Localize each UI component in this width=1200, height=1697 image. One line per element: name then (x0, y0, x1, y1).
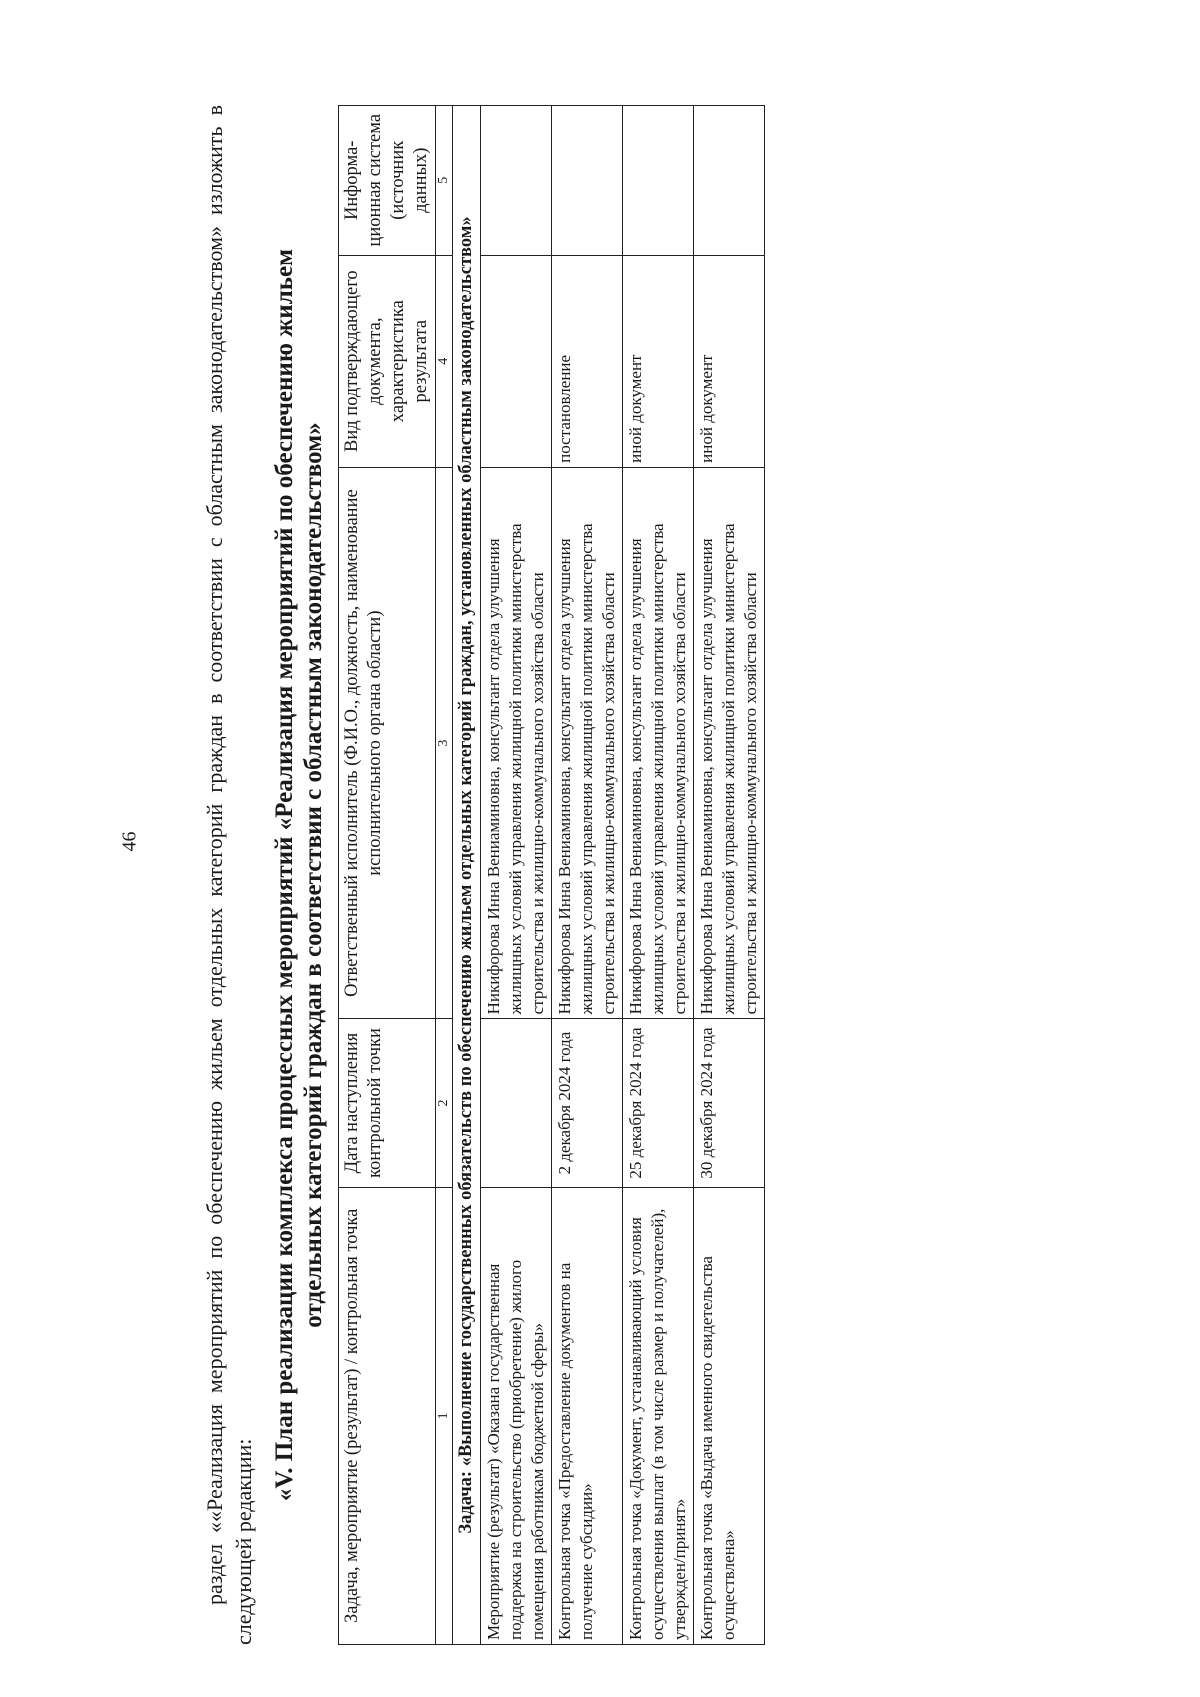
table-row (552, 106, 623, 1645)
executor-cell: Никифорова Инна Вениаминовна, консультант отдела улучшения жилищных условий управления жилищной политики министерства строительства и жилищно-коммунального хозяйства области (623, 467, 694, 1019)
column-number-row (436, 106, 453, 1645)
header-date: Дата наступления контрольной точки (339, 1019, 436, 1187)
date-cell (481, 1019, 552, 1187)
executor-cell: Никифорова Инна Вениаминовна, консультант отдела улучшения жилищных условий управления жилищной политики министерства строительства и жилищно-коммунального хозяйства области (694, 467, 765, 1019)
executor-cell: Никифорова Инна Вениаминовна, консультант отдела улучшения жилищных условий управления жилищной политики министерства строительства и жилищно-коммунального хозяйства области (481, 467, 552, 1019)
header-executor: Ответственный исполнитель (Ф.И.О., должность, наименование исполнительного органа области) (339, 467, 436, 1019)
table-header-row (339, 106, 436, 1645)
document-cell (481, 255, 552, 467)
item-cell: Контрольная точка «Выдача именного свидетельства осуществлена» (694, 1187, 765, 1644)
document-cell: иной документ (623, 255, 694, 467)
header-system: Информа-ционная система (источник данных) (339, 106, 436, 256)
column-number: 3 (436, 467, 453, 1019)
item-cell: Контрольная точка «Предоставление документов на получение субсидии» (552, 1187, 623, 1644)
item-cell: Мероприятие (результат) «Оказана государственная поддержка на строительство (приобретение) жилого помещения работникам бюджетной сферы» (481, 1187, 552, 1644)
page-number: 46 (118, 831, 141, 852)
document-cell: постановление (552, 255, 623, 467)
intro-paragraph: раздел ««Реализация мероприятий по обеспечению жильем отдельных категорий граждан в соответствии с областным законодательством» изложить в следующей редакции: (202, 105, 256, 1645)
header-document: Вид подтверждающего документа, характеристика результата (339, 255, 436, 467)
date-cell: 25 декабря 2024 года (623, 1019, 694, 1187)
section-title-line-1: «V. План реализации комплекса процессных мероприятий «Реализация мероприятий по обеспечению жильем (271, 248, 298, 1502)
system-cell (481, 106, 552, 256)
table-row (481, 106, 552, 1645)
document-cell: иной документ (694, 255, 765, 467)
header-task: Задача, мероприятие (результат) / контрольная точка (339, 1187, 436, 1644)
executor-cell: Никифорова Инна Вениаминовна, консультант отдела улучшения жилищных условий управления жилищной политики министерства строительства и жилищно-коммунального хозяйства области (552, 467, 623, 1019)
section-title (270, 105, 328, 1645)
date-cell: 30 декабря 2024 года (694, 1019, 765, 1187)
system-cell (694, 106, 765, 256)
task-row (453, 106, 481, 1645)
column-number: 4 (436, 255, 453, 467)
plan-table (338, 105, 765, 1645)
table-row (623, 106, 694, 1645)
item-cell: Контрольная точка «Документ, устанавливающий условия осуществления выплат (в том числе размер и получателей), утвержден/принят» (623, 1187, 694, 1644)
column-number: 1 (436, 1187, 453, 1644)
date-cell: 2 декабря 2024 года (552, 1019, 623, 1187)
system-cell (552, 106, 623, 256)
page-content (200, 105, 1200, 1645)
section-title-line-2: отдельных категорий граждан в соответствии с областным законодательством» (300, 422, 327, 1328)
system-cell (623, 106, 694, 256)
task-cell: Задача: «Выполнение государственных обязательств по обеспечению жильем отдельных категорий граждан, установленных областным законодательством» (453, 106, 481, 1645)
column-number: 5 (436, 106, 453, 256)
table-row (694, 106, 765, 1645)
column-number: 2 (436, 1019, 453, 1187)
